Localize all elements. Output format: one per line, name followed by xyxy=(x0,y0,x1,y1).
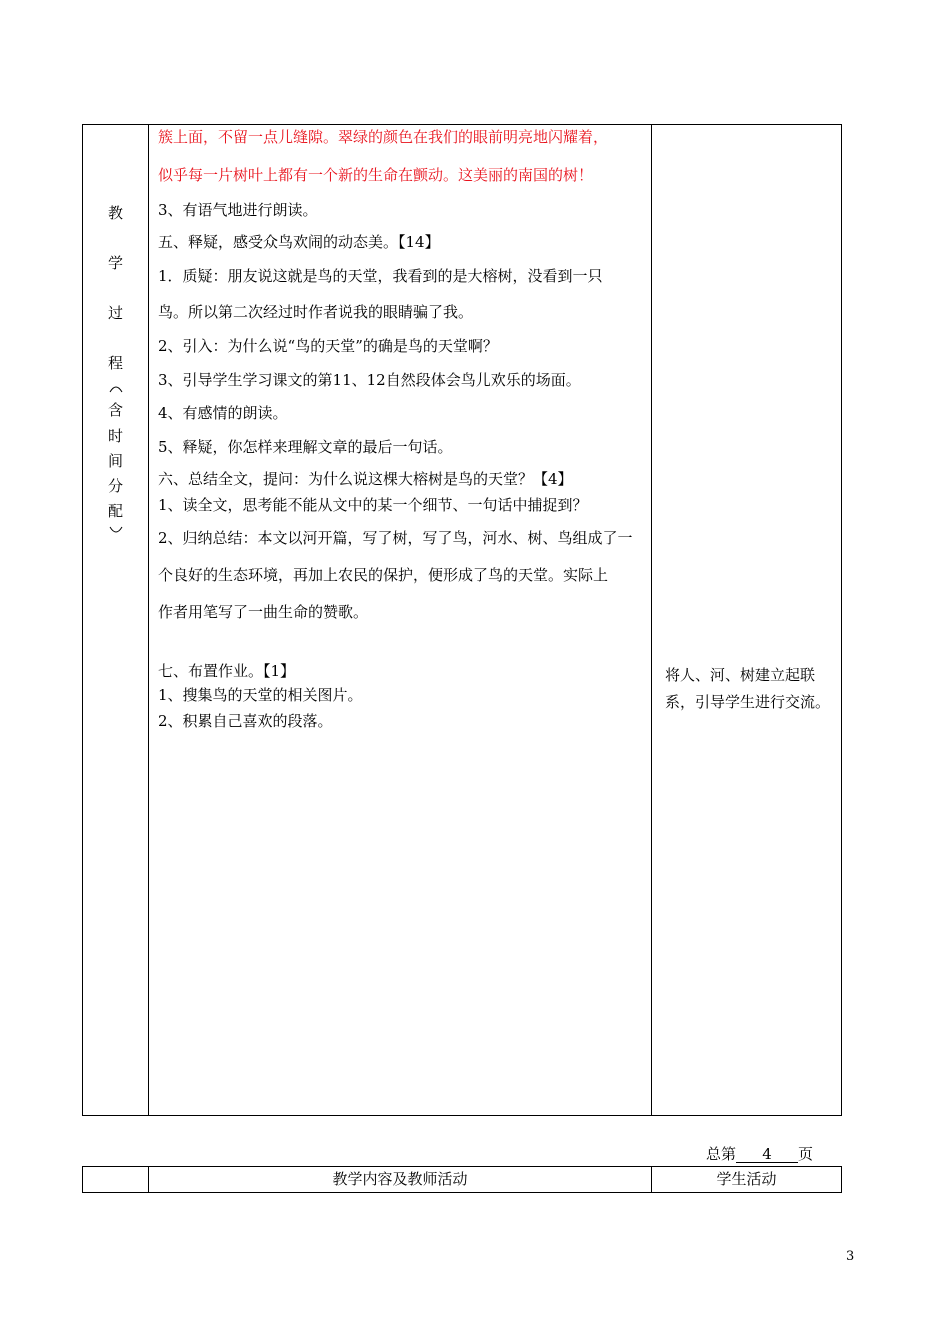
content-line: 1、搜集鸟的天堂的相关图片。 xyxy=(158,686,363,704)
content-line: 六、总结全文，提问：为什么说这棵大榕树是鸟的天堂？【4】 xyxy=(158,470,573,488)
content-line: 1、读全文，思考能不能从文中的某一个细节、一句话中捕捉到？ xyxy=(158,496,588,514)
lesson-table xyxy=(82,124,842,1116)
content-line: 鸟。所以第二次经过时作者说我的眼睛骗了我。 xyxy=(158,303,474,321)
content-line: 2、归纳总结：本文以河开篇，写了树，写了鸟，河水、树、鸟组成了一 xyxy=(158,529,633,547)
side-label-char: 程 xyxy=(107,354,123,372)
total-page-prefix: 总第 xyxy=(706,1145,737,1163)
total-page-suffix: 页 xyxy=(798,1145,814,1163)
total-page-indicator xyxy=(706,1145,813,1163)
content-column-header: 教学内容及教师活动 xyxy=(332,1170,468,1188)
content-line: 簇上面，不留一点儿缝隙。翠绿的颜色在我们的眼前明亮地闪耀着， xyxy=(158,128,609,146)
side-label-char: 配 xyxy=(107,502,123,520)
content-line: 个良好的生态环境，再加上农民的保护，便形成了鸟的天堂。实际上 xyxy=(158,566,609,584)
content-line: 七、布置作业。【1】 xyxy=(158,662,296,680)
content-line: 4、有感情的朗读。 xyxy=(158,404,288,422)
side-label-char: 过 xyxy=(107,304,123,322)
side-label-char: 间 xyxy=(107,452,123,470)
side-label-char: 学 xyxy=(107,254,123,272)
side-label-char: 教 xyxy=(107,204,123,222)
column-divider xyxy=(148,125,149,1115)
side-label-char: 含 xyxy=(107,401,123,419)
close-paren-icon xyxy=(83,523,148,539)
content-line: 3、有语气地进行朗读。 xyxy=(158,201,318,219)
column-divider xyxy=(651,125,652,1115)
side-label-char: 时 xyxy=(107,427,123,445)
page-number: 3 xyxy=(846,1249,855,1264)
content-line: 2、引入：为什么说“鸟的天堂”的确是鸟的天堂啊？ xyxy=(158,337,498,355)
total-page-number: 4 xyxy=(736,1146,798,1163)
content-line: 5、释疑，你怎样来理解文章的最后一句话。 xyxy=(158,438,453,456)
content-line: 似乎每一片树叶上都有一个新的生命在颤动。这美丽的南国的树！ xyxy=(158,166,594,184)
content-line: 2、积累自己喜欢的段落。 xyxy=(158,712,333,730)
content-line: 3、引导学生学习课文的第11、12自然段体会鸟儿欢乐的场面。 xyxy=(158,371,581,389)
activity-line: 系，引导学生进行交流。 xyxy=(665,693,831,711)
open-paren-icon xyxy=(83,380,148,396)
side-label-char: 分 xyxy=(107,477,123,495)
content-line: 作者用笔写了一曲生命的赞歌。 xyxy=(158,603,369,621)
activity-line: 将人、河、树建立起联 xyxy=(665,666,816,684)
column-header-row xyxy=(82,1166,842,1193)
content-line: 五、释疑，感受众鸟欢闹的动态美。【14】 xyxy=(158,233,440,251)
content-line: 1．质疑：朋友说这就是鸟的天堂，我看到的是大榕树，没看到一只 xyxy=(158,267,603,285)
activity-column-header: 学生活动 xyxy=(716,1170,777,1188)
